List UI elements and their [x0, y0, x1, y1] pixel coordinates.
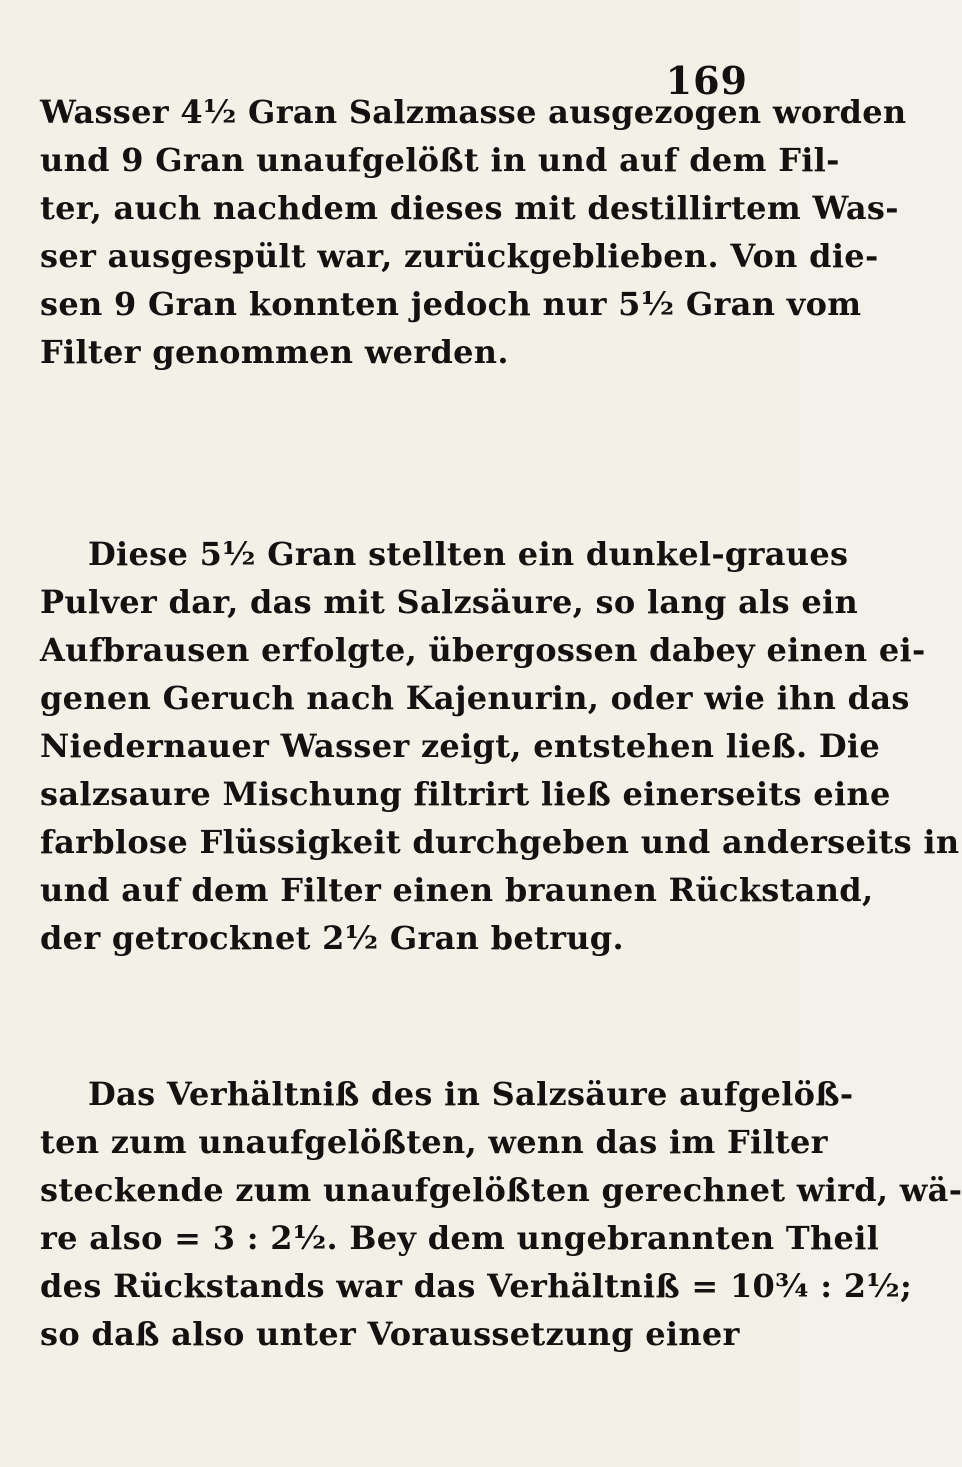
- text-line: der getrocknet 2½ Gran betrug.: [40, 919, 624, 957]
- text-line: des Rückstands war das Verhältniß = 10¾ : 2½;: [40, 1267, 913, 1305]
- text-line: ten zum unaufgelößten, wenn das im Filter: [40, 1123, 828, 1161]
- text-line: re also = 3 : 2½. Bey dem ungebrannten Theil: [40, 1219, 880, 1257]
- text-line: Niedernauer Wasser zeigt, entstehen ließ. Die: [40, 727, 881, 765]
- text-line: steckende zum unaufgelößten gerechnet wird, wä-: [40, 1171, 962, 1209]
- text-line: Diese 5½ Gran stellten ein dunkel-graues: [88, 535, 849, 573]
- paragraph-3: [40, 1070, 962, 1358]
- text-line: ser ausgespült war, zurückgeblieben. Von die-: [40, 237, 879, 275]
- text-line: Pulver dar, das mit Salzsäure, so lang als ein: [40, 583, 859, 621]
- text-line: ter, auch nachdem dieses mit destillirtem Was-: [40, 189, 899, 227]
- paragraph-1: [40, 88, 907, 376]
- text-line: sen 9 Gran konnten jedoch nur 5½ Gran vom: [40, 285, 862, 323]
- text-line: salzsaure Mischung filtrirt ließ einerseits eine: [40, 775, 891, 813]
- text-line: farblose Flüssigkeit durchgeben und anderseits in: [40, 823, 960, 861]
- text-line: und 9 Gran unaufgelößt in und auf dem Fil-: [40, 141, 840, 179]
- text-line: Filter genommen werden.: [40, 333, 509, 371]
- text-line: Das Verhältniß des in Salzsäure aufgelöß-: [88, 1075, 854, 1113]
- page-number: 169: [665, 58, 748, 103]
- text-line: genen Geruch nach Kajenurin, oder wie ihn das: [40, 679, 910, 717]
- text-line: Wasser 4½ Gran Salzmasse ausgezogen worden: [40, 93, 907, 131]
- text-line: so daß also unter Voraussetzung einer: [40, 1315, 740, 1353]
- text-line: und auf dem Filter einen braunen Rückstand,: [40, 871, 874, 909]
- paragraph-2: [40, 530, 960, 962]
- text-line: Aufbrausen erfolgte, übergossen dabey einen ei-: [40, 631, 926, 669]
